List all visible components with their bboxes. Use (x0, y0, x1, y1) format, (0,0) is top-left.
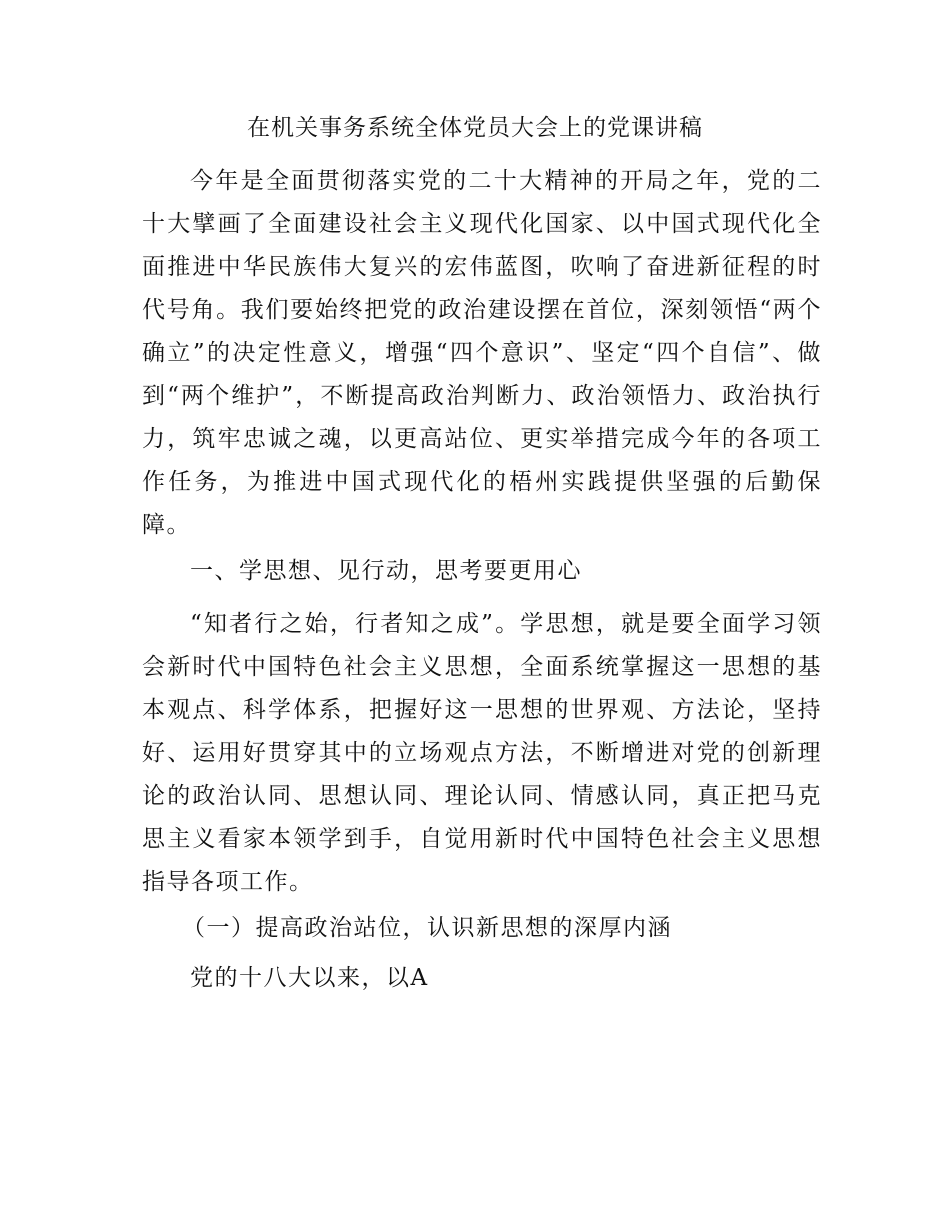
section-heading-1: 一、学思想、见行动，思考要更用心 (190, 558, 582, 584)
subsection-heading-1: （一）提高政治站位，认识新思想的深厚内涵 (182, 915, 672, 941)
document-title: 在机关事务系统全体党员大会上的党课讲稿 (247, 115, 703, 141)
intro-paragraph: 今年是全面贯彻落实党的二十大精神的开局之年，党的二十大擘画了全面建设社会主义现代化国家、以中国式现代化全面推进中华民族伟大复兴的宏伟蓝图，吹响了奋进新征程的时代号角。我们要始终把党的政治建设摆在首位，深刻领悟“两个确立”的决定性意义，增强“四个意识”、坚定“四个自信”、做到“两个维护”，不断提高政治判断力、政治领悟力、政治执行力，筑牢忠诚之魂，以更高站位、更实举措完成今年的各项工作任务，为推进中国式现代化的梧州实践提供坚强的后勤保障。 (142, 168, 822, 538)
section-1-paragraph: “知者行之始，行者知之成”。学思想，就是要全面学习领会新时代中国特色社会主义思想，全面系统掌握这一思想的基本观点、科学体系，把握好这一思想的世界观、方法论，坚持好、运用好贯穿其中的立场观点方法，不断增进对党的创新理论的政治认同、思想认同、理论认同、情感认同，真正把马克思主义看家本领学到手，自觉用新时代中国特色社会主义思想指导各项工作。 (142, 611, 822, 895)
subsection-1-paragraph: 党的十八大以来，以A (190, 965, 429, 991)
